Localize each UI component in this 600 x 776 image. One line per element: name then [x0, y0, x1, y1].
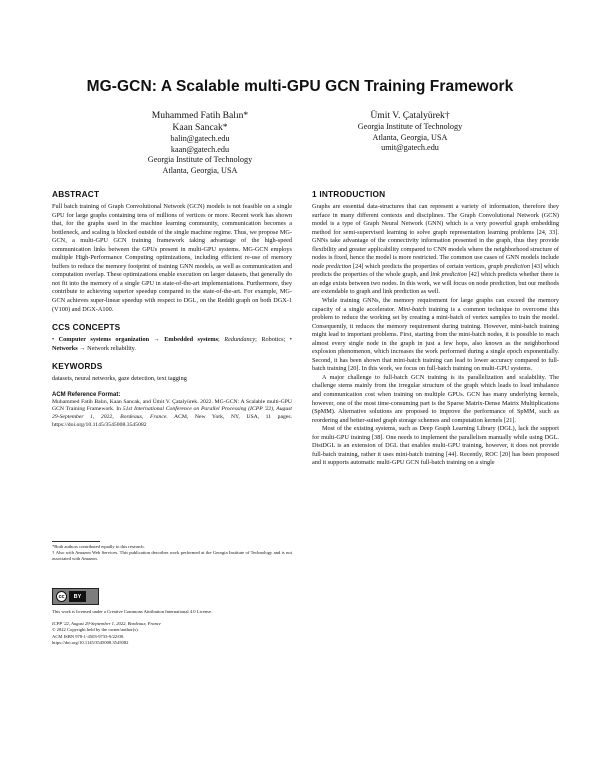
right-column [312, 189, 559, 468]
intro-paragraph-3: A major challenge to full-batch GCN training is its parallelization and scalability. The challenge stems mainly from the irregular structure of the graph which leads to load imbalance and communication cost when training on multiple GPUs. GCN has many underlying kernels, however, one of the most time-consuming part is the Sparse Matrix-Dense Matrix Multiplications (SpMM). Alternative solutions are proposed to improve the performance of SpMM, such as reordering and better-suited graph storage schemes and computation kernels [21]. [312, 373, 559, 424]
author-affiliation: Georgia Institute of Technology [357, 122, 463, 131]
introduction-heading: 1 INTRODUCTION [312, 189, 386, 199]
license-text: This work is licensed under a Creative Commons Attribution International 4.0 License. [52, 609, 213, 614]
cc-by-badge[interactable] [52, 588, 99, 605]
by-icon: BY [69, 591, 86, 602]
ccs-section [52, 322, 292, 353]
paper-title: MG-GCN: A Scalable multi-GPU GCN Training Framework [86, 78, 514, 95]
keywords-heading: KEYWORDS [52, 361, 103, 372]
author-affiliation: Georgia Institute of Technology [147, 155, 253, 164]
author-location: Atlanta, Georgia, USA [372, 132, 448, 142]
authors-right [300, 110, 520, 154]
author-name: Kaan Sancak* [172, 122, 228, 133]
intro-paragraph-1: Graphs are essential data-structures that can represent a variety of information, therefore they surface in many different contexts and disciplines. The Graph Convolutional Network (GCN) model is a type of Graph Neural Network (GNN) which is a very powerful graph embedding method for semi-supervised learning to solve graph representation learning problems [24, 33]. GNNs take advantage of the connectivity information presented in the graph, thus they provide flexibility and greater applicability compared to CNN models where the neighborhood structure of nodes is fixed, hence the model is more restricted. The common use cases of GNN models include node prediction [24] which predicts the properties of certain vertices, graph prediction [43] which predicts the properties of the whole graph, and link prediction [42] which predicts whether there is an edge exists between two nodes. In this work, we will focus on node prediction, but our methods are extendable to graph and link prediction as well. [312, 203, 560, 296]
license-doi[interactable]: https://doi.org/10.1145/3545008.3545082 [52, 639, 129, 645]
license-isbn: ACM ISBN 978-1-4503-9733-9/22/08. [52, 633, 125, 639]
abstract-heading: ABSTRACT [52, 189, 100, 199]
abstract-section [52, 189, 292, 314]
author-email: umit@gatech.edu [381, 143, 439, 152]
ccs-heading: CCS CONCEPTS [52, 322, 121, 333]
author-location: Atlanta, Georgia, USA [162, 165, 238, 175]
reference-format-text: Muhammed Fatih Balın, Kaan Sancak, and Ümit V. Çatalyürek. 2022. MG-GCN: A Scalable multi-GPU GCN Training Framework. In 51st International Conference on Parallel Processing (ICPP '22), August 29-September 1, 2022, Bordeaux, France. ACM, New York, NY, USA, 11 pages. https://doi.org/10.1145/3545008.3545082 [52, 398, 293, 428]
reference-format [52, 392, 292, 429]
intro-paragraph-4: Most of the existing systems, such as Deep Graph Learning Library (DGL), lack the support for multi-GPU training [38]. One needs to implement the parallelism manually while using DGL. DistDGL is an extension of DGL that enables multi-GPU training, however, it does not provide full-batch training, rather it uses mini-batch training [44]. Recently, ROC [20] has been proposed and it supports automatic multi-GPU GCN full-batch training on a single [312, 425, 559, 467]
keywords-section [52, 361, 292, 384]
left-column [52, 189, 292, 429]
author-email: balin@gatech.edu [170, 134, 230, 143]
author-email: kaan@gatech.edu [170, 144, 230, 154]
abstract-text: Full batch training of Graph Convolutional Network (GCN) models is not feasible on a single GPU for large graphs containing tens of millions of vertices or more. Recent work has shown that, for the graphs used in the machine learning community, communication becomes a bottleneck, and scaling is blocked outside of the single machine regime. Thus, we propose MG-GCN, a multi-GPU GCN training framework taking advantage of the high-speed communication links between the GPUs present in multi-GPU systems. MG-GCN employs multiple High-Performance Computing optimizations, including efficient re-use of memory buffers to reduce the memory footprint of training GNN models, as well as communication and computation overlap. These optimizations enable execution on larger datasets, that generally do not fit into the memory of a single GPU in state-of-the-art implementations. Furthermore, they contribute to achieving superior speedup compared to the state-of-the-art. For example, MG-GCN achieves super-linear speedup with respect to DGL, on the Reddit graph on both DGX-1 (V100) and DGX-A100. [52, 203, 292, 313]
license-copyright: © 2022 Copyright held by the owner/author(s). [52, 627, 139, 633]
reference-format-heading: ACM Reference Format: [52, 391, 121, 398]
footnote-rule [52, 541, 100, 542]
footnote-2: † Also with Amazon Web Services. This publication describes work performed at the Georgia Institute of Technology and is not associated with Amazon. [52, 550, 292, 562]
ccs-text: • Computer systems organization → Embedded systems; Redundancy; Robotics; • Networks → Network reliability. [52, 336, 292, 352]
footnote-1: *Both authors contributed equally to this research. [52, 544, 145, 549]
license-conf: ICPP '22, August 29-September 1, 2022, Bordeaux, France [52, 621, 161, 627]
authors-left [60, 110, 340, 176]
intro-paragraph-2: While training GNNs, the memory requirement for large graphs can exceed the memory capacity of a single accelerator. Mini-batch training is a common technique to overcome this problem to reduce the working set by creating a mini-batch of vertex samples to train the model. Consequently, it reduces the memory requirement during training. However, mini-batch training might lead to important problems. First, starting from the mini-batch nodes, it is possible to reach almost every single node in the graph in just a few hops, also known as the neighborhood explosion phenomenon, which increases the work performed during a single epoch exponentially. Second, it has been shown that mini-batch training can lead to lower accuracy compared to full-batch training [20]. In this work, we focus on full-batch training on multi-GPU systems. [312, 297, 560, 373]
license-block [52, 609, 292, 646]
keywords-text: datasets, neural networks, gaze detection, text tagging [52, 375, 187, 383]
author-name: Muhammed Fatih Balın* [151, 110, 249, 121]
cc-icon: cc [56, 591, 67, 602]
footnotes [52, 544, 292, 563]
author-name: Ümit V. Çatalyürek† [370, 110, 450, 121]
